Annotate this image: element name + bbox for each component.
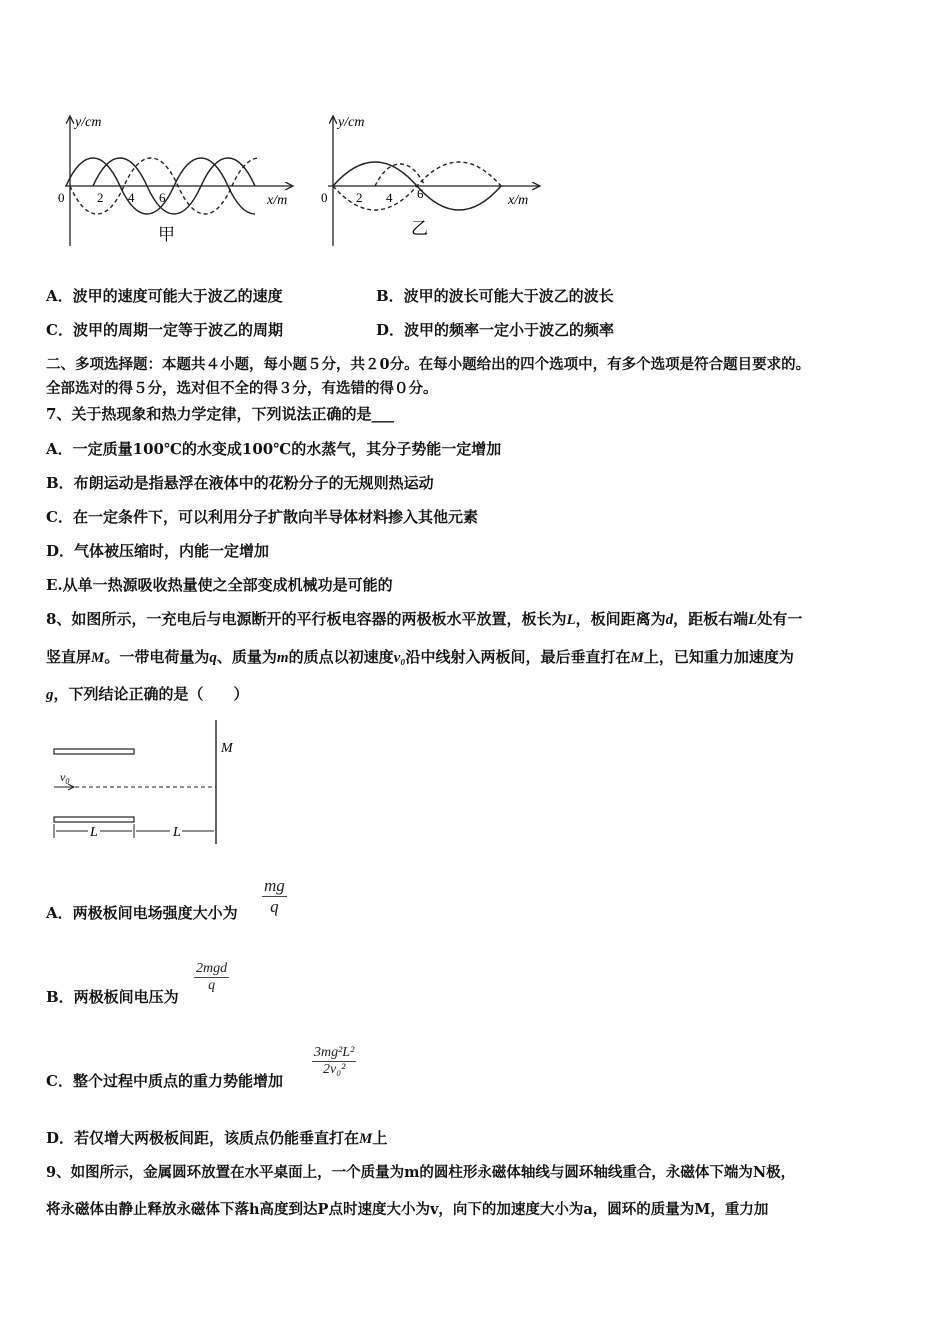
section2-heading-line1: 二、多项选择题：本题共４小题，每小题５分，共２0分。在每小题给出的四个选项中，有多个选项是符合题目要求的。	[46, 356, 811, 373]
q8-option-a-denominator: q	[270, 897, 279, 916]
wave-jia-ylabel: y/cm	[75, 115, 102, 130]
capacitor-label-v0: $v_0$	[60, 770, 70, 786]
q7-option-a: A．一定质量100℃的水变成100℃的水蒸气，其分子势能一定增加	[46, 440, 502, 458]
wave-yi-tick-6: 6	[417, 186, 424, 201]
q8-option-b-denominator: q	[208, 978, 216, 993]
q8-option-c-fraction	[312, 1045, 356, 1078]
q6-option-d: D．波甲的频率一定小于波乙的频率	[376, 321, 615, 339]
q7-option-d: D．气体被压缩时，内能一定增加	[46, 542, 270, 560]
q7-option-c: C．在一定条件下，可以利用分子扩散向半导体材料掺入其他元素	[46, 508, 478, 526]
q8-option-a-numerator: mg	[264, 876, 285, 895]
wave-yi-xlabel: x/m	[508, 193, 529, 208]
q8-option-b-fraction	[194, 961, 229, 994]
wave-yi-ylabel: y/cm	[338, 115, 365, 130]
q8-option-c: C．整个过程中质点的重力势能增加	[46, 1072, 283, 1090]
wave-jia-tick-2: 2	[97, 190, 104, 205]
wave-yi-tick-2: 2	[356, 190, 363, 205]
capacitor-figure	[50, 718, 250, 848]
wave-figure-yi	[318, 112, 548, 252]
q8-stem-line1: 8、如图所示，一充电后与电源断开的平行板电容器的两极板水平放置，板长为L，板间距离为d，距板右端L处有一	[46, 610, 803, 628]
wave-yi-caption: 乙	[411, 219, 428, 238]
wave-yi-origin: 0	[321, 190, 328, 205]
q6-option-c: C．波甲的周期一定等于波乙的周期	[46, 321, 283, 339]
capacitor-label-m: M	[221, 741, 233, 756]
q7-option-b: B．布朗运动是指悬浮在液体中的花粉分子的无规则热运动	[46, 474, 434, 492]
wave-jia-xlabel: x/m	[267, 193, 288, 208]
q8-option-c-denominator: 2v₀²	[323, 1062, 346, 1077]
q8-option-a-fraction	[262, 876, 287, 917]
q8-stem-line2: 竖直屏M。一带电荷量为q、质量为m的质点以初速度v₀沿中线射入两板间，最后垂直打在M上，已知重力加速度为	[46, 648, 794, 666]
wave-jia-tick-4: 4	[128, 190, 135, 205]
q8-option-d: D．若仅增大两极板间距，该质点仍能垂直打在M上	[46, 1129, 388, 1147]
q8-stem-line3: g，下列结论正确的是（ ）	[46, 685, 249, 703]
wave-yi-tick-4: 4	[386, 190, 393, 205]
q8-option-b-numerator: 2mgd	[196, 961, 228, 976]
wave-jia-caption: 甲	[158, 225, 175, 244]
q6-option-a: A．波甲的速度可能大于波乙的速度	[46, 287, 283, 305]
q8-option-b: B．两极板间电压为	[46, 988, 179, 1006]
q7-stem: 7、关于热现象和热力学定律，下列说法正确的是___	[46, 405, 394, 423]
q7-option-e: E.从单一热源吸收热量使之全部变成机械功是可能的	[46, 576, 393, 594]
wave-jia-origin: 0	[58, 190, 65, 205]
q8-option-a: A．两极板间电场强度大小为	[46, 904, 238, 922]
capacitor-label-l2: L	[173, 825, 181, 840]
wave-figure-jia	[55, 112, 305, 252]
section2-heading-line2: 全部选对的得５分，选对但不全的得３分，有选错的得０分。	[46, 380, 438, 397]
q9-stem-line2: 将永磁体由静止释放永磁体下落h高度到达P点时速度大小为v，向下的加速度大小为a，圆环的质量为M，重力加	[46, 1201, 769, 1218]
q9-stem-line1: 9、如图所示，金属圆环放置在水平桌面上，一个质量为m的圆柱形永磁体轴线与圆环轴线重合，永磁体下端为N极，	[46, 1164, 796, 1181]
q8-option-c-numerator: 3mg²L²	[314, 1045, 355, 1060]
q6-option-b: B．波甲的波长可能大于波乙的波长	[376, 287, 614, 305]
capacitor-label-l1: L	[90, 825, 98, 840]
wave-jia-tick-6: 6	[159, 190, 166, 205]
